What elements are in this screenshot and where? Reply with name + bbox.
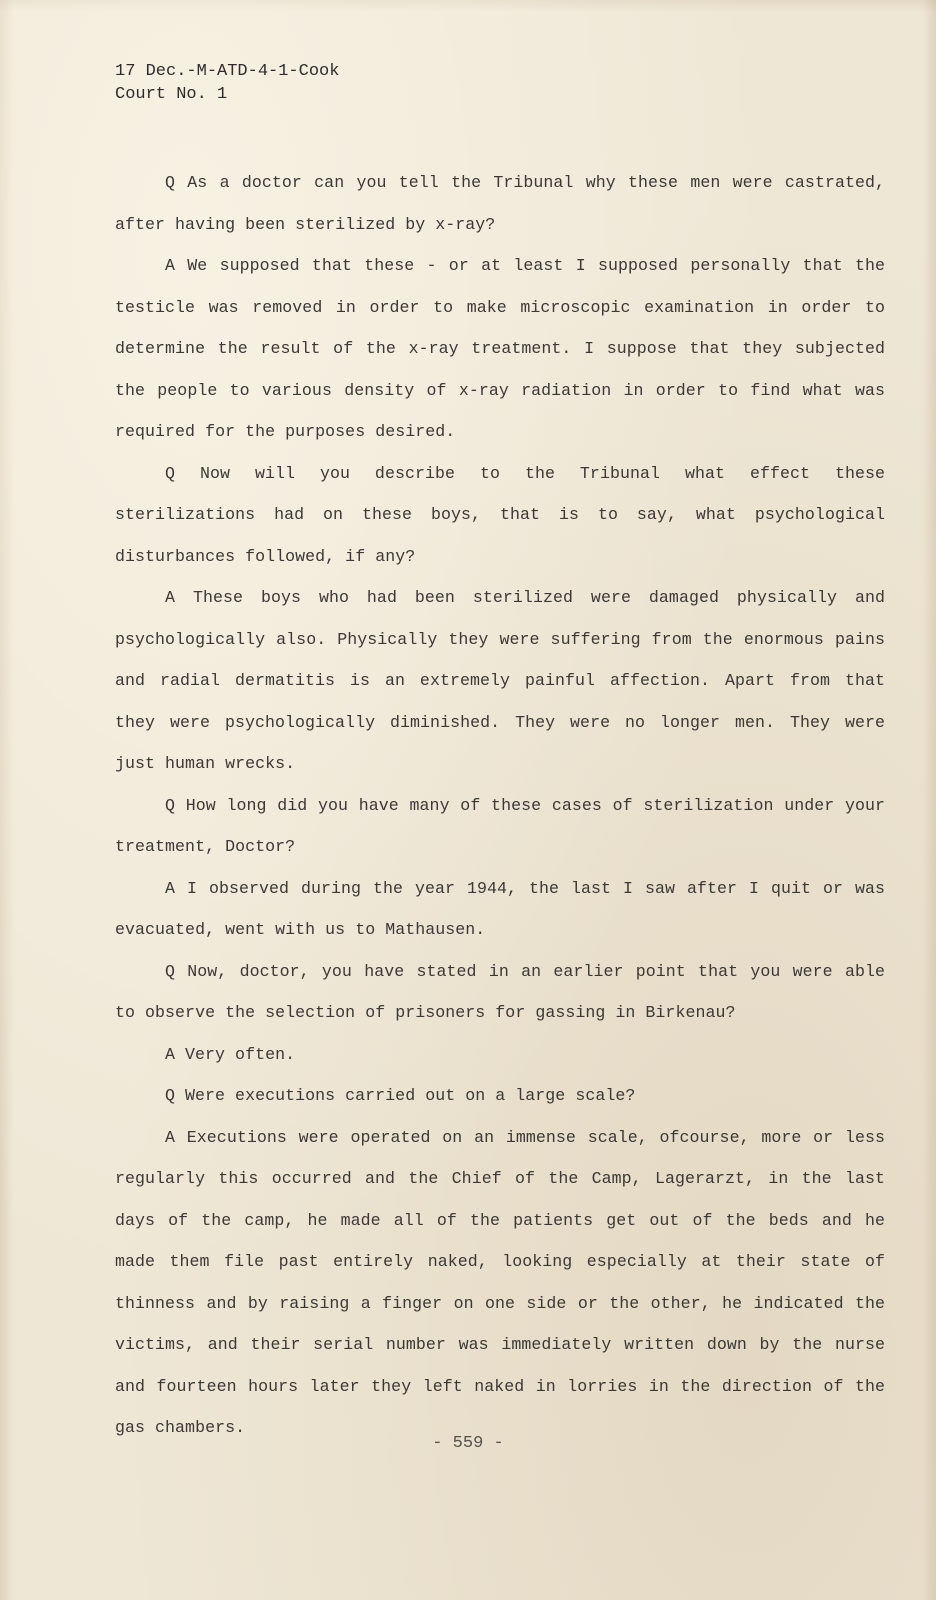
transcript-paragraph: A I observed during the year 1944, the last I saw after I quit or was evacuated, went with us to Mathausen. [115,878,885,939]
transcript-paragraph: A These boys who had been sterilized were damaged physically and psychologically also. Physically they were suffering from the enormous pains and radial dermatitis is an extremely painful affection. Apart from that they were psychologically diminished. They were no longer men. They were just human wrecks. [115,588,885,773]
page-number: - 559 - [432,1434,504,1453]
transcript-paragraph: Q Were executions carried out on a large scale? [165,1086,636,1105]
document-header [115,60,339,106]
transcript-body [115,162,885,1449]
transcript-paragraph: Q As a doctor can you tell the Tribunal why these men were castrated, after having been sterilized by x-ray? [115,173,885,234]
transcript-paragraph: A Very often. [165,1044,296,1064]
transcript-paragraph: A Executions were operated on an immense scale, ofcourse, more or less regularly this occurred and the Chief of the Camp, Lagerarzt, in the last days of the camp, he made all of the patients get out of the beds and he made them file past entirely naked, looking especially at their state of thinness and by raising a finger on one side or the other, he indicated the victims, and their serial number was immediately written down by the nurse and fourteen hours later they left naked in lorries in the direction of the gas chambers. [115,1127,885,1437]
transcript-paragraph: Q Now will you describe to the Tribunal what effect these sterilizations had on these boys, that is to say, what psychological disturbances followed, if any? [115,463,885,566]
transcript-paragraph: Q Now, doctor, you have stated in an earlier point that you were able to observe the selection of prisoners for gassing in Birkenau? [115,961,885,1022]
transcript-paragraph: Q How long did you have many of these cases of sterilization under your treatment, Doctor? [115,795,885,856]
header-line-1: 17 Dec.-M-ATD-4-1-Cook [115,62,340,81]
transcript-paragraph: A We supposed that these - or at least I supposed personally that the testicle was removed in order to make microscopic examination in order to determine the result of the x-ray treatment. I suppose that they subjected the people to various density of x-ray radiation in order to find what was required for the purposes desired. [115,256,885,441]
header-line-2: Court No. 1 [115,85,228,104]
